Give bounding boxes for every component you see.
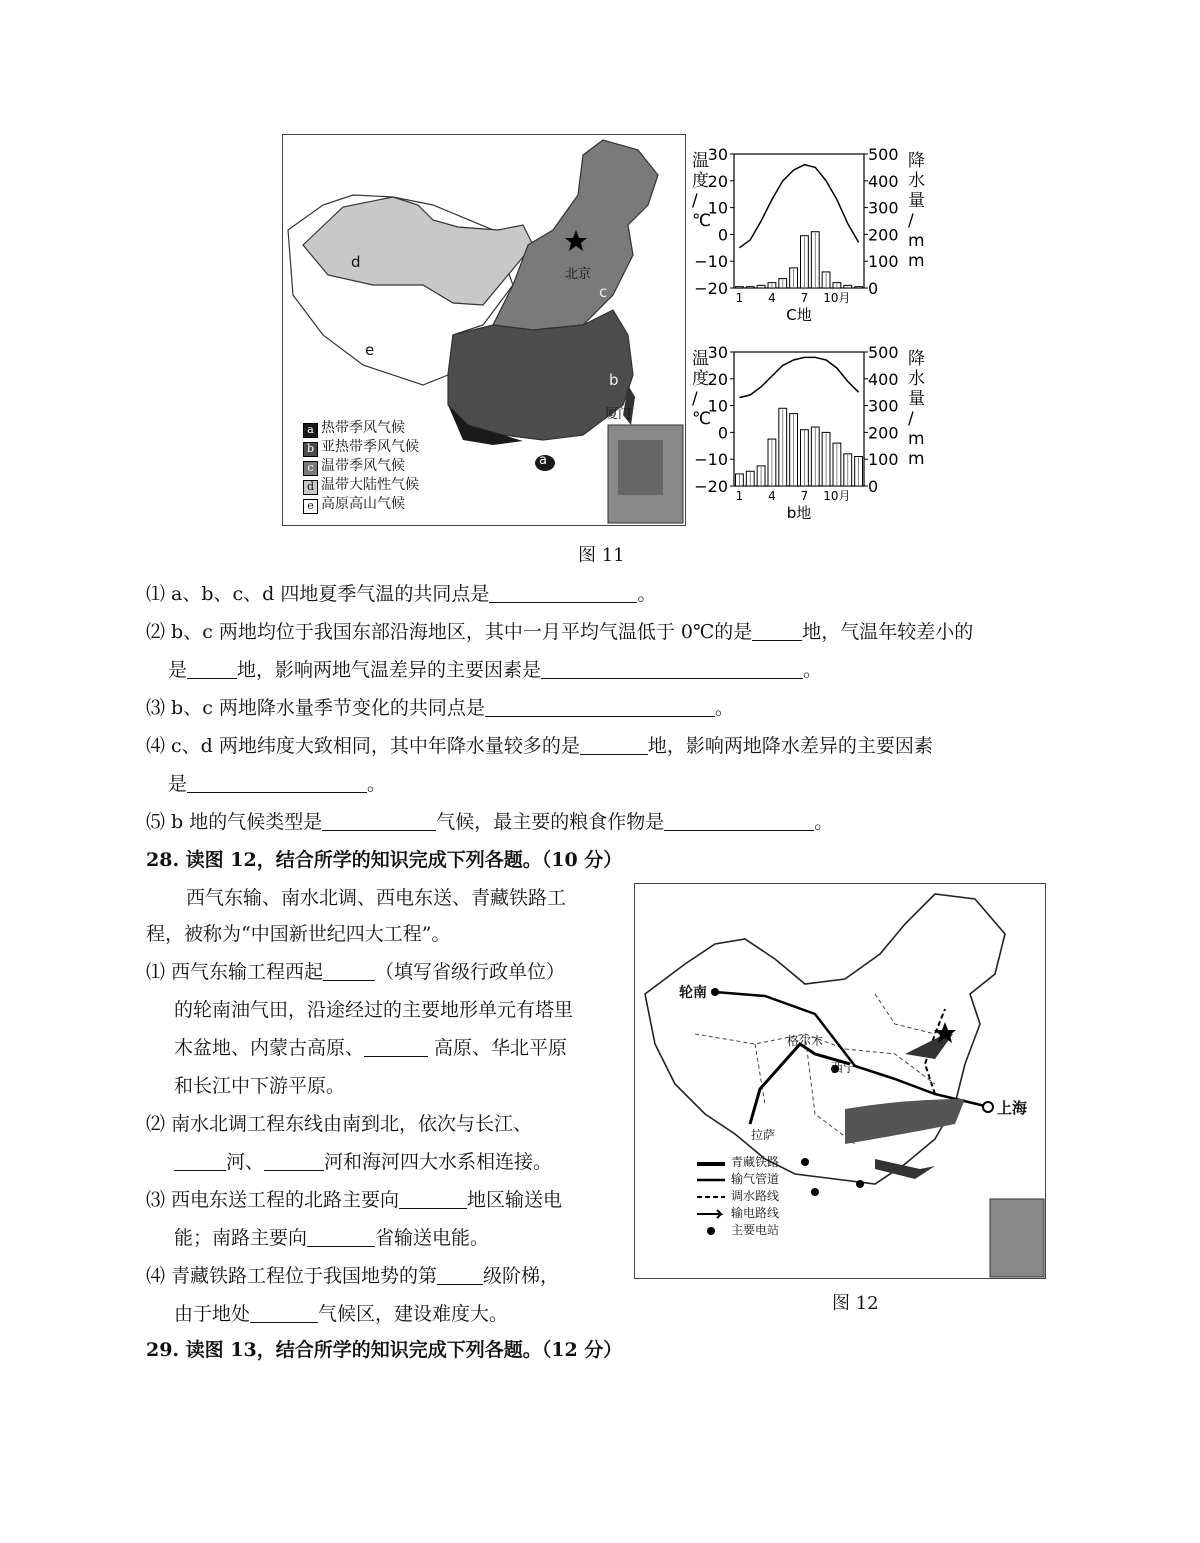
chart-title: b地 bbox=[786, 504, 812, 522]
map-label-beijing: 北京 bbox=[565, 267, 592, 282]
ylabel-right-char: m bbox=[908, 429, 925, 449]
ylabel-left-char: 度 bbox=[692, 171, 709, 191]
tick-label-right: 500 bbox=[868, 145, 899, 164]
answer-blank[interactable] bbox=[250, 1304, 318, 1323]
tick-label-x: 4 bbox=[768, 489, 776, 503]
ylabel-right-char: / bbox=[908, 211, 914, 231]
ylabel-right-char: / bbox=[908, 409, 914, 429]
tick-label-left: −10 bbox=[694, 252, 728, 272]
label-shanghai: 上海 bbox=[997, 1099, 1028, 1117]
answer-blank[interactable] bbox=[187, 660, 237, 679]
temperature-line bbox=[739, 165, 858, 248]
map-label-xiamen: 厦门 bbox=[605, 407, 632, 422]
answer-blank[interactable] bbox=[664, 812, 814, 831]
legend-railway: 青藏铁路 bbox=[731, 1155, 780, 1169]
answer-blank[interactable] bbox=[399, 1190, 467, 1209]
answer-blank[interactable] bbox=[364, 1038, 428, 1057]
answer-blank[interactable] bbox=[541, 660, 803, 679]
fig11-caption: 图 11 bbox=[578, 545, 625, 566]
ylabel-left-char: 温 bbox=[692, 151, 709, 171]
q27-item-1: ⑴ a、b、c、d 四地夏季气温的共同点是 。 bbox=[146, 583, 657, 605]
tick-label-left: −20 bbox=[694, 477, 728, 496]
map-label-d: d bbox=[351, 253, 361, 271]
answer-blank[interactable] bbox=[485, 698, 715, 717]
q28-s1-line1: ⑴ 西气东输工程西起 （填写省级行政单位） bbox=[146, 961, 566, 983]
legend-item-a: a 热带季风气候 bbox=[303, 417, 405, 438]
legend-item-c: c 温带季风气候 bbox=[303, 455, 405, 476]
tick-label-left: 30 bbox=[707, 343, 728, 362]
south-sea-inset bbox=[990, 1199, 1044, 1277]
q28-title: 28. 读图 12，结合所学的知识完成下列各题。（10 分） bbox=[146, 849, 623, 871]
ylabel-left-char: / bbox=[692, 389, 698, 409]
tick-label-left: 0 bbox=[717, 225, 728, 245]
legend-pipeline: 输气管道 bbox=[731, 1172, 780, 1186]
power-station-icon bbox=[856, 1180, 864, 1188]
q28-intro-2: 程，被称为“中国新世纪四大工程”。 bbox=[146, 923, 451, 945]
answer-blank[interactable] bbox=[322, 812, 436, 831]
temperature-line bbox=[739, 357, 858, 397]
answer-blank[interactable] bbox=[323, 962, 375, 981]
fig12-caption: 图 12 bbox=[832, 1293, 879, 1314]
q28-s2-line2: 河、 河和海河四大水系相连接。 bbox=[174, 1150, 552, 1174]
ylabel-left-char: ℃ bbox=[692, 211, 712, 231]
fig11-map bbox=[282, 134, 686, 526]
answer-blank[interactable] bbox=[580, 736, 648, 755]
q28-intro-1: 西气东输、南水北调、西电东送、青藏铁路工 bbox=[186, 887, 567, 909]
tick-label-right: 300 bbox=[868, 198, 899, 218]
tick-label-left: 10 bbox=[707, 396, 728, 416]
ylabel-left-char: 温 bbox=[692, 349, 709, 369]
map-label-c: c bbox=[599, 283, 608, 301]
tick-label-left: 20 bbox=[707, 369, 728, 389]
ylabel-right-char: 降 bbox=[908, 151, 925, 171]
tick-label-left: 30 bbox=[707, 145, 728, 164]
tick-label-x: 10月 bbox=[823, 291, 851, 305]
q28-s2-line1: ⑵ 南水北调工程东线由南到北，依次与长江、 bbox=[146, 1113, 533, 1135]
q27-item-5: ⑸ b 地的气候类型是 气候，最主要的粮食作物是 。 bbox=[146, 811, 834, 833]
label-lasa: 拉萨 bbox=[751, 1128, 776, 1142]
label-xining: 西宁 bbox=[831, 1061, 856, 1075]
tick-label-x: 10月 bbox=[823, 489, 851, 503]
ylabel-right-char: 水 bbox=[908, 171, 925, 191]
tick-label-right: 200 bbox=[868, 225, 899, 245]
tick-label-x: 4 bbox=[768, 291, 776, 305]
q28-s1-line2: 的轮南油气田，沿途经过的主要地形单元有塔里 bbox=[174, 999, 574, 1021]
tick-label-left: −20 bbox=[694, 279, 728, 298]
map-label-b: b bbox=[609, 371, 619, 389]
label-lunnan: 轮南 bbox=[679, 985, 707, 1001]
fig12-legend bbox=[731, 1154, 779, 1239]
q28-s4-line1: ⑷ 青藏铁路工程位于我国地势的第 级阶梯， bbox=[146, 1265, 560, 1287]
legend-water: 调水路线 bbox=[731, 1189, 780, 1203]
power-station-icon bbox=[811, 1188, 819, 1196]
ylabel-right-char: m bbox=[908, 231, 925, 251]
ylabel-left-char: 度 bbox=[692, 369, 709, 389]
projects-map-svg bbox=[635, 884, 1045, 1278]
tick-label-right: 300 bbox=[868, 396, 899, 416]
tick-label-left: 0 bbox=[717, 423, 728, 443]
tick-label-x: 7 bbox=[800, 489, 809, 503]
tick-label-right: 100 bbox=[868, 450, 899, 470]
tick-label-left: 10 bbox=[707, 198, 728, 218]
tick-label-left: −10 bbox=[694, 450, 728, 470]
q29-title: 29. 读图 13，结合所学的知识完成下列各题。（12 分） bbox=[146, 1339, 623, 1361]
map-label-a: a bbox=[539, 453, 547, 468]
q27-item-4a: ⑷ c、d 两地纬度大致相同，其中年降水量较多的是 地，影响两地降水差异的主要因素 bbox=[146, 735, 933, 757]
chart-title: C地 bbox=[786, 306, 812, 324]
tick-label-x: 1 bbox=[735, 489, 744, 503]
ylabel-right-char: m bbox=[908, 251, 925, 271]
power-station-icon bbox=[801, 1158, 809, 1166]
answer-blank[interactable] bbox=[264, 1152, 324, 1171]
ylabel-left-char: / bbox=[692, 191, 698, 211]
label-geermu: 格尔木 bbox=[787, 1034, 824, 1048]
fig12-map bbox=[634, 883, 1046, 1279]
legend-power-line: 输电路线 bbox=[731, 1206, 780, 1220]
q27-item-3: ⑶ b、c 两地降水量季节变化的共同点是 。 bbox=[146, 697, 734, 719]
legend-item-d: d 温带大陆性气候 bbox=[303, 474, 419, 495]
tick-label-right: 0 bbox=[868, 279, 879, 298]
tick-label-x: 1 bbox=[735, 291, 744, 305]
climate-chart-c bbox=[686, 140, 926, 330]
tick-label-right: 200 bbox=[868, 423, 899, 443]
tick-label-left: 20 bbox=[707, 171, 728, 191]
q27-item-2b: 是 地，影响两地气温差异的主要因素是 。 bbox=[168, 659, 823, 681]
tick-label-right: 400 bbox=[868, 171, 899, 191]
tick-label-right: 100 bbox=[868, 252, 899, 272]
ylabel-right-char: 水 bbox=[908, 369, 925, 389]
ylabel-right-char: 量 bbox=[908, 389, 925, 409]
tick-label-right: 0 bbox=[868, 477, 879, 496]
legend-power-station: 主要电站 bbox=[731, 1223, 780, 1237]
answer-blank[interactable] bbox=[307, 1228, 375, 1247]
legend-item-b: b 亚热带季风气候 bbox=[303, 436, 419, 457]
answer-blank[interactable] bbox=[752, 622, 802, 641]
tick-label-right: 500 bbox=[868, 343, 899, 362]
tick-label-x: 7 bbox=[800, 291, 809, 305]
answer-blank[interactable] bbox=[489, 584, 637, 603]
answer-blank[interactable] bbox=[437, 1266, 483, 1285]
q28-s1-line4: 和长江中下游平原。 bbox=[174, 1075, 346, 1097]
q28-s4-line2: 由于地处 气候区，建设难度大。 bbox=[174, 1303, 509, 1325]
ylabel-left-char: ℃ bbox=[692, 409, 712, 429]
q28-s3-line2: 能；南路主要向 省输送电能。 bbox=[174, 1227, 490, 1249]
ylabel-right-char: m bbox=[908, 449, 925, 469]
climate-chart-b bbox=[686, 338, 926, 528]
ylabel-right-char: 降 bbox=[908, 349, 925, 369]
q27-item-2a: ⑵ b、c 两地均位于我国东部沿海地区，其中一月平均气温低于 0℃的是 地，气温年较差小的 bbox=[146, 621, 974, 643]
answer-blank[interactable] bbox=[187, 774, 367, 793]
q28-s3-line1: ⑶ 西电东送工程的北路主要向 地区输送电 bbox=[146, 1189, 563, 1211]
answer-blank[interactable] bbox=[174, 1152, 226, 1171]
tick-label-right: 400 bbox=[868, 369, 899, 389]
legend-item-e: e 高原高山气候 bbox=[303, 493, 405, 514]
q27-item-4b: 是 。 bbox=[168, 773, 387, 795]
ylabel-right-char: 量 bbox=[908, 191, 925, 211]
q28-s1-line3: 木盆地、内蒙古高原、 高原、华北平原 bbox=[174, 1037, 568, 1059]
map-label-e: e bbox=[365, 341, 375, 359]
plot-frame bbox=[734, 154, 864, 288]
